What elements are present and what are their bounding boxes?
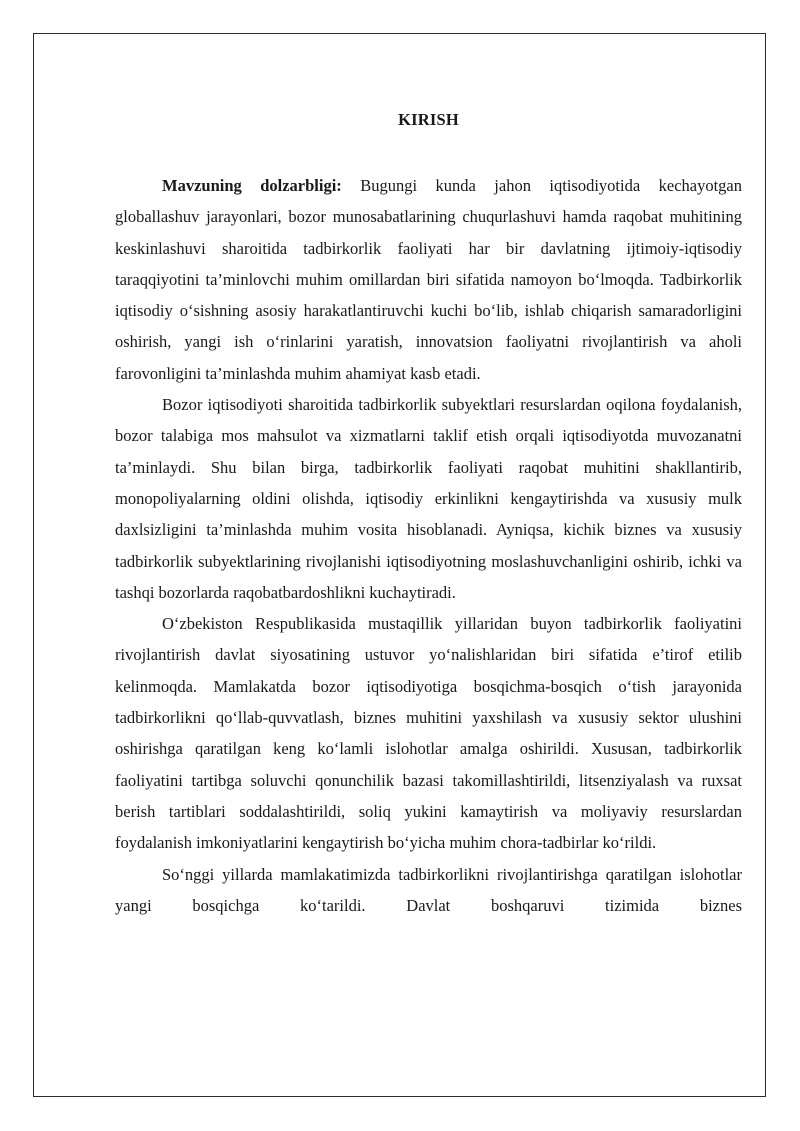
page-title: KIRISH xyxy=(398,110,459,129)
paragraph-text: Bugungi kunda jahon iqtisodiyotida kechayotgan globallashuv jarayonlari, bozor munosabatlarining chuqurlashuvi hamda raqobat muhitining keskinlashuvi sharoitida tadbirkorlik faoliyati har bir davlatning ijtimoiy-iqtisodiy taraqqiyotini ta’minlovchi muhim omillardan biri sifatida namoyon bo‘lmoqda. Tadbirkorlik iqtisodiy o‘sishning asosiy harakatlantiruvchi kuchi bo‘lib, ishlab chiqarish samaradorligini oshirish, yangi ish o‘rinlarini yaratish, innovatsion faoliyatni rivojlantirish va aholi farovonligini ta’minlashda muhim ahamiyat kasb etadi. xyxy=(115,176,742,383)
paragraph-text: Bozor iqtisodiyoti sharoitida tadbirkorlik subyektlari resurslardan oqilona foydalanish, bozor talabiga mos mahsulot va xizmatlarni taklif etish orqali iqtisodiyotda muvozanatni ta’minlaydi. Shu bilan birga, tadbirkorlik faoliyati raqobat muhitini shakllantirib, monopoliyalarning oldini olishda, iqtisodiy erkinlikni kengaytirishda va xususiy mulk daxlsizligini ta’minlashda muhim vosita hisoblanadi. Ayniqsa, kichik biznes va xususiy tadbirkorlik subyektlarining rivojlanishi iqtisodiyotning moslashuvchanligini oshirib, ichki va tashqi bozorlarda raqobatbardoshlikni kuchaytiradi. xyxy=(115,395,742,602)
paragraph-text: O‘zbekiston Respublikasida mustaqillik yillaridan buyon tadbirkorlik faoliyatini rivojlantirish davlat siyosatining ustuvor yo‘nalishlaridan biri sifatida e’tirof etilib kelinmoqda. Mamlakatda bozor iqtisodiyotiga bosqichma-bosqich o‘tish jarayonida tadbirkorlikni qo‘llab-quvvatlash, biznes muhitini yaxshilash va xususiy sektor ulushini oshirishga qaratilgan keng ko‘lamli islohotlar amalga oshirildi. Xususan, tadbirkorlik faoliyatini tartibga soluvchi qonunchilik bazasi takomillashtirildi, litsenziyalash va ruxsat berish tartiblari soddalashtirildi, soliq yukini kamaytirish va moliyaviy resurslardan foydalanish imkoniyatlarini kengaytirish bo‘yicha muhim chora-tadbirlar ko‘rildi. xyxy=(115,614,742,853)
paragraph-recent-years xyxy=(115,859,742,922)
paragraph-market-economy xyxy=(115,389,742,608)
paragraph-text: So‘nggi yillarda mamlakatimizda tadbirkorlikni rivojlantirishga qaratilgan islohotlar yangi bosqichga ko‘tarildi. Davlat boshqaruvi tizimida biznes xyxy=(115,864,742,915)
paragraph-lead: Mavzuning dolzarbligi: xyxy=(162,176,342,195)
paragraph-uzbekistan xyxy=(115,608,742,858)
document-body xyxy=(115,170,742,921)
paragraph-relevance xyxy=(115,170,742,389)
